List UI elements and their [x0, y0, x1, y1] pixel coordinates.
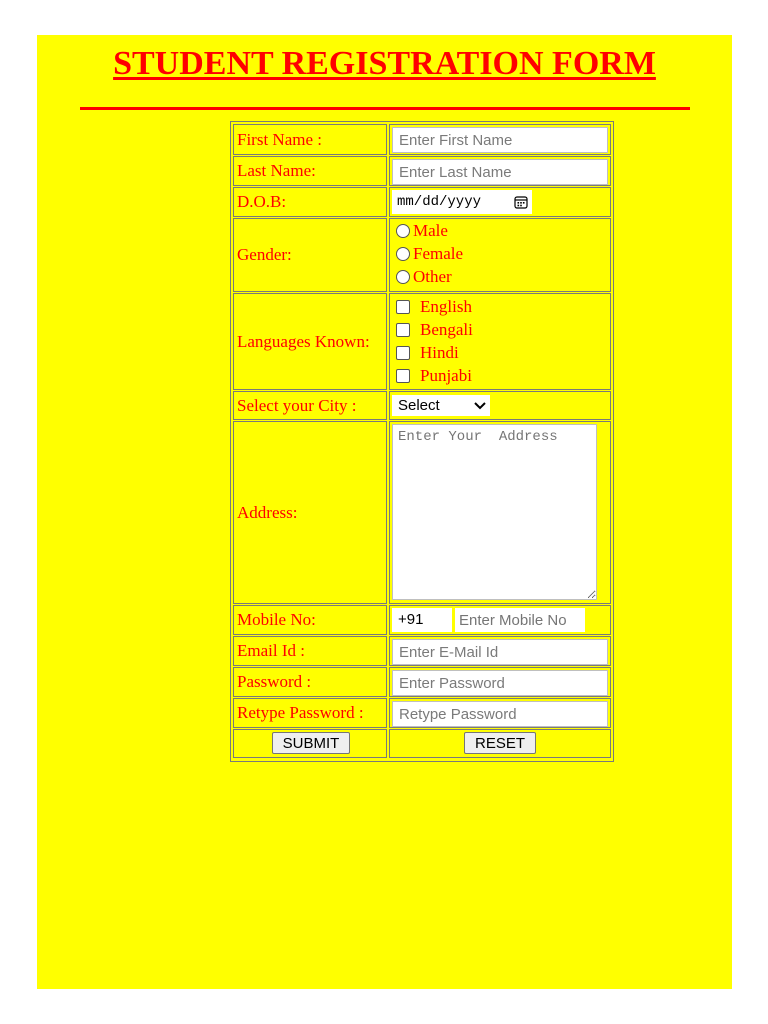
language-option-bengali[interactable]: Bengali: [396, 320, 473, 340]
languages-row: [233, 293, 611, 390]
city-select[interactable]: [392, 395, 490, 416]
last-name-label: Last Name:: [233, 156, 387, 186]
buttons-row: [233, 729, 611, 758]
email-input[interactable]: [392, 639, 608, 665]
first-name-input[interactable]: [392, 127, 608, 153]
page-title: STUDENT REGISTRATION FORM: [113, 45, 656, 82]
calendar-icon[interactable]: [514, 195, 528, 209]
first-name-label: First Name :: [233, 124, 387, 155]
english-checkbox[interactable]: [396, 300, 410, 314]
gender-option-female[interactable]: Female: [396, 244, 463, 264]
city-selected-value: Select: [398, 397, 440, 414]
form-page: [37, 35, 732, 989]
submit-button[interactable]: SUBMIT: [272, 732, 350, 754]
other-radio[interactable]: [396, 270, 410, 284]
address-row: [233, 421, 611, 604]
gender-option-other[interactable]: Other: [396, 267, 452, 287]
reset-button[interactable]: RESET: [464, 732, 536, 754]
last-name-row: [233, 156, 611, 186]
address-textarea[interactable]: [392, 424, 597, 600]
retype-password-row: [233, 698, 611, 728]
gender-row: [233, 218, 611, 292]
title-divider: [80, 107, 690, 110]
male-radio[interactable]: [396, 224, 410, 238]
dob-label: D.O.B:: [233, 187, 387, 217]
mobile-label: Mobile No:: [233, 605, 387, 635]
mobile-number-input[interactable]: [455, 608, 585, 632]
hindi-checkbox[interactable]: [396, 346, 410, 360]
password-label: Password :: [233, 667, 387, 697]
password-input[interactable]: [392, 670, 608, 696]
gender-label: Gender:: [233, 218, 387, 292]
language-option-english[interactable]: English: [396, 297, 472, 317]
punjabi-checkbox[interactable]: [396, 369, 410, 383]
female-radio[interactable]: [396, 247, 410, 261]
first-name-row: [233, 124, 611, 155]
dob-row: [233, 187, 611, 217]
password-row: [233, 667, 611, 697]
address-label: Address:: [233, 421, 387, 604]
chevron-down-icon: [474, 402, 486, 410]
registration-table: [230, 121, 614, 762]
languages-label: Languages Known:: [233, 293, 387, 390]
mobile-row: [233, 605, 611, 635]
last-name-input[interactable]: [392, 159, 608, 185]
bengali-checkbox[interactable]: [396, 323, 410, 337]
language-option-hindi[interactable]: Hindi: [396, 343, 459, 363]
retype-password-label: Retype Password :: [233, 698, 387, 728]
city-label: Select your City :: [233, 391, 387, 420]
dob-input[interactable]: [392, 190, 532, 214]
language-option-punjabi[interactable]: Punjabi: [396, 366, 472, 386]
email-label: Email Id :: [233, 636, 387, 666]
email-row: [233, 636, 611, 666]
country-code-field[interactable]: +91: [392, 608, 452, 632]
gender-option-male[interactable]: Male: [396, 221, 448, 241]
dob-placeholder: mm/dd/yyyy: [397, 194, 482, 210]
retype-password-input[interactable]: [392, 701, 608, 727]
city-row: [233, 391, 611, 420]
